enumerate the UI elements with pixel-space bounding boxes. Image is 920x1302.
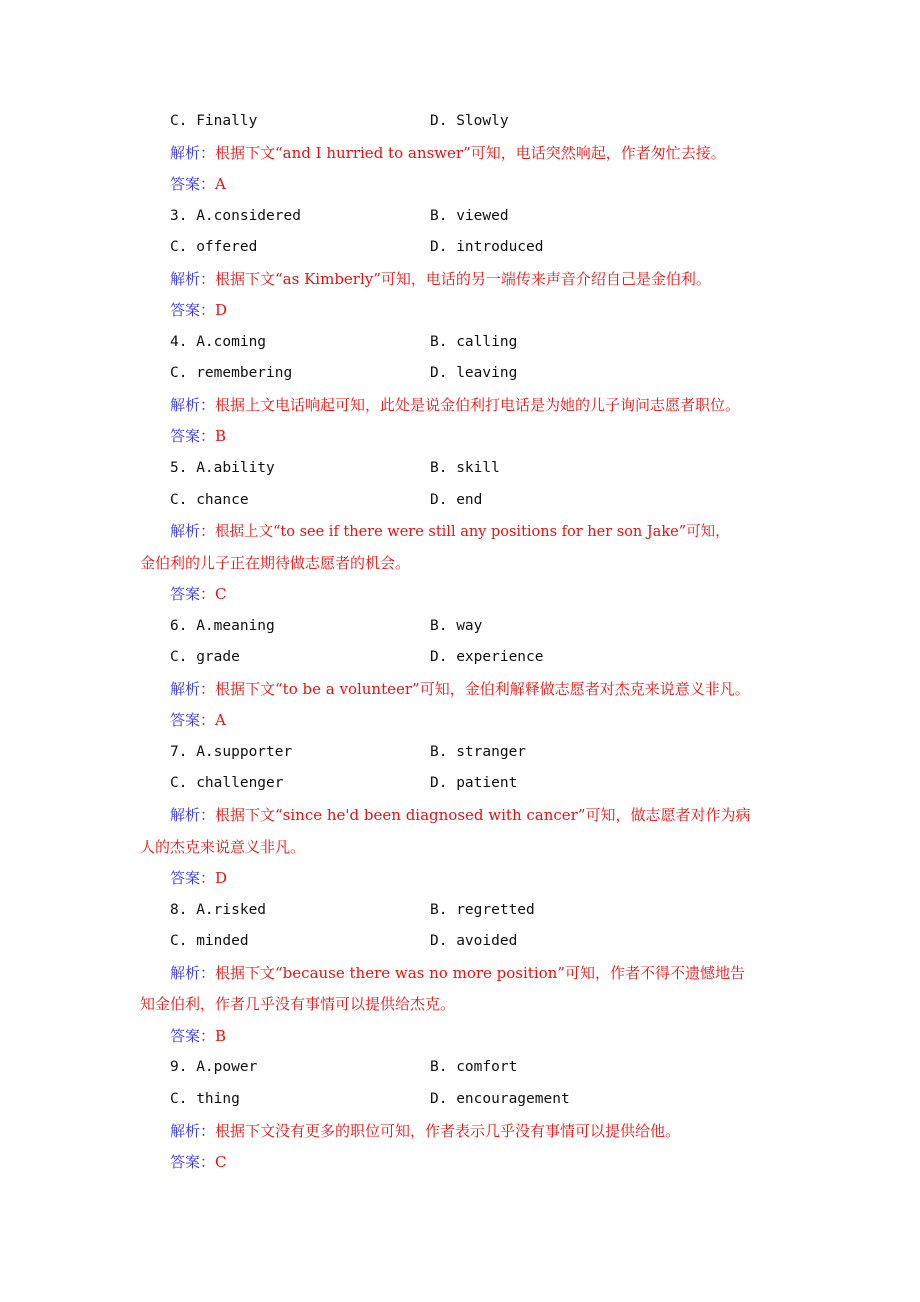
analysis bbox=[0, 516, 920, 548]
analysis bbox=[0, 800, 920, 832]
answer bbox=[0, 579, 920, 611]
option-c: C. thing bbox=[170, 1090, 240, 1107]
answer-label: 答案： bbox=[170, 869, 216, 888]
answer-label: 答案： bbox=[170, 711, 216, 730]
answer bbox=[0, 421, 920, 453]
option-d: D. leaving bbox=[430, 365, 518, 382]
options-row bbox=[0, 106, 920, 138]
option-b: B. calling bbox=[430, 333, 518, 350]
options-row bbox=[0, 737, 920, 769]
option-c: C. offered bbox=[170, 239, 258, 256]
option-b: B. comfort bbox=[430, 1059, 518, 1076]
answer-value: A bbox=[215, 175, 226, 194]
analysis-label: 解析： bbox=[170, 679, 216, 698]
answer bbox=[0, 295, 920, 327]
analysis-label: 解析： bbox=[170, 1121, 216, 1140]
options-row bbox=[0, 1084, 920, 1116]
answer bbox=[0, 169, 920, 201]
analysis bbox=[0, 1116, 920, 1148]
option-b: B. viewed bbox=[430, 207, 509, 224]
analysis bbox=[0, 674, 920, 706]
option-a: 3. A.considered bbox=[170, 207, 301, 224]
option-a: 8. A.risked bbox=[170, 901, 267, 918]
answer-label: 答案： bbox=[170, 175, 216, 194]
analysis-continued: 金伯利的儿子正在期待做志愿者的机会。 bbox=[140, 553, 411, 572]
option-c: C. Finally bbox=[170, 113, 258, 129]
analysis-label: 解析： bbox=[170, 269, 216, 288]
option-d: D. encouragement bbox=[430, 1090, 570, 1107]
answer bbox=[0, 705, 920, 737]
answer-value: C bbox=[215, 585, 227, 604]
answer-value: B bbox=[215, 427, 227, 446]
option-d: D. patient bbox=[430, 775, 518, 792]
answer-label: 答案： bbox=[170, 1026, 216, 1045]
analysis bbox=[0, 264, 920, 296]
option-c: C. minded bbox=[170, 933, 249, 950]
options-row bbox=[0, 453, 920, 485]
analysis-text: 根据上文电话响起可知，此处是说金伯利打电话是为她的儿子询问志愿者职位。 bbox=[215, 395, 741, 414]
answer-value: C bbox=[215, 1153, 227, 1172]
option-a: 5. A.ability bbox=[170, 460, 275, 477]
option-c: C. remembering bbox=[170, 365, 293, 382]
options-row bbox=[0, 768, 920, 800]
answer-label: 答案： bbox=[170, 301, 216, 320]
analysis-text: 根据下文“since he'd been diagnosed with cancer”可知，做志愿者对作为病 bbox=[215, 806, 751, 825]
answer-value: D bbox=[215, 301, 228, 320]
option-a: 9. A.power bbox=[170, 1059, 258, 1076]
answer-label: 答案： bbox=[170, 585, 216, 604]
analysis-text: 根据下文没有更多的职位可知，作者表示几乎没有事情可以提供给他。 bbox=[215, 1121, 681, 1140]
answer-value: D bbox=[215, 869, 228, 888]
analysis-label: 解析： bbox=[170, 522, 216, 541]
options-row bbox=[0, 485, 920, 517]
answer-value: B bbox=[215, 1026, 227, 1045]
option-d: D. experience bbox=[430, 649, 544, 666]
analysis-text: 根据上文“to see if there were still any positions for her son Jake”可知， bbox=[215, 524, 730, 541]
options-row bbox=[0, 926, 920, 958]
analysis-text: 根据下文“because there was no more position”可知，作者不得不遗憾地告 bbox=[215, 963, 745, 982]
option-a: 6. A.meaning bbox=[170, 617, 275, 634]
option-b: B. skill bbox=[430, 460, 500, 477]
options-row bbox=[0, 611, 920, 643]
answer bbox=[0, 863, 920, 895]
option-c: C. challenger bbox=[170, 775, 284, 792]
options-row bbox=[0, 1052, 920, 1084]
options-row bbox=[0, 642, 920, 674]
analysis-text: 根据下文“and I hurried to answer”可知，电话突然响起，作者匆忙去接。 bbox=[215, 143, 726, 162]
analysis bbox=[0, 390, 920, 422]
answer bbox=[0, 1147, 920, 1179]
options-row bbox=[0, 358, 920, 390]
answer-label: 答案： bbox=[170, 1153, 216, 1172]
option-c: C. chance bbox=[170, 491, 249, 508]
options-row bbox=[0, 327, 920, 359]
analysis-label: 解析： bbox=[170, 143, 216, 162]
analysis-text: 根据下文“to be a volunteer”可知，金伯利解释做志愿者对杰克来说意义非凡。 bbox=[215, 679, 750, 698]
option-d: D. Slowly bbox=[430, 113, 509, 129]
answer-label: 答案： bbox=[170, 427, 216, 446]
analysis bbox=[0, 958, 920, 990]
options-row bbox=[0, 895, 920, 927]
analysis-continued: 知金伯利，作者几乎没有事情可以提供给杰克。 bbox=[140, 995, 456, 1014]
answer-value: A bbox=[215, 711, 226, 730]
analysis-label: 解析： bbox=[170, 806, 216, 825]
analysis bbox=[0, 138, 920, 170]
option-b: B. regretted bbox=[430, 901, 535, 918]
option-d: D. introduced bbox=[430, 239, 544, 256]
option-c: C. grade bbox=[170, 649, 240, 666]
option-a: 7. A.supporter bbox=[170, 743, 293, 760]
analysis-text: 根据下文“as Kimberly”可知，电话的另一端传来声音介绍自己是金伯利。 bbox=[215, 269, 711, 288]
document-page bbox=[0, 106, 920, 1179]
analysis-label: 解析： bbox=[170, 963, 216, 982]
answer bbox=[0, 1021, 920, 1053]
option-a: 4. A.coming bbox=[170, 333, 267, 350]
option-d: D. avoided bbox=[430, 933, 518, 950]
option-d: D. end bbox=[430, 491, 483, 508]
options-row bbox=[0, 201, 920, 233]
analysis-continued: 人的杰克来说意义非凡。 bbox=[140, 837, 306, 856]
analysis-label: 解析： bbox=[170, 395, 216, 414]
options-row bbox=[0, 232, 920, 264]
option-b: B. way bbox=[430, 617, 483, 634]
option-b: B. stranger bbox=[430, 743, 527, 760]
